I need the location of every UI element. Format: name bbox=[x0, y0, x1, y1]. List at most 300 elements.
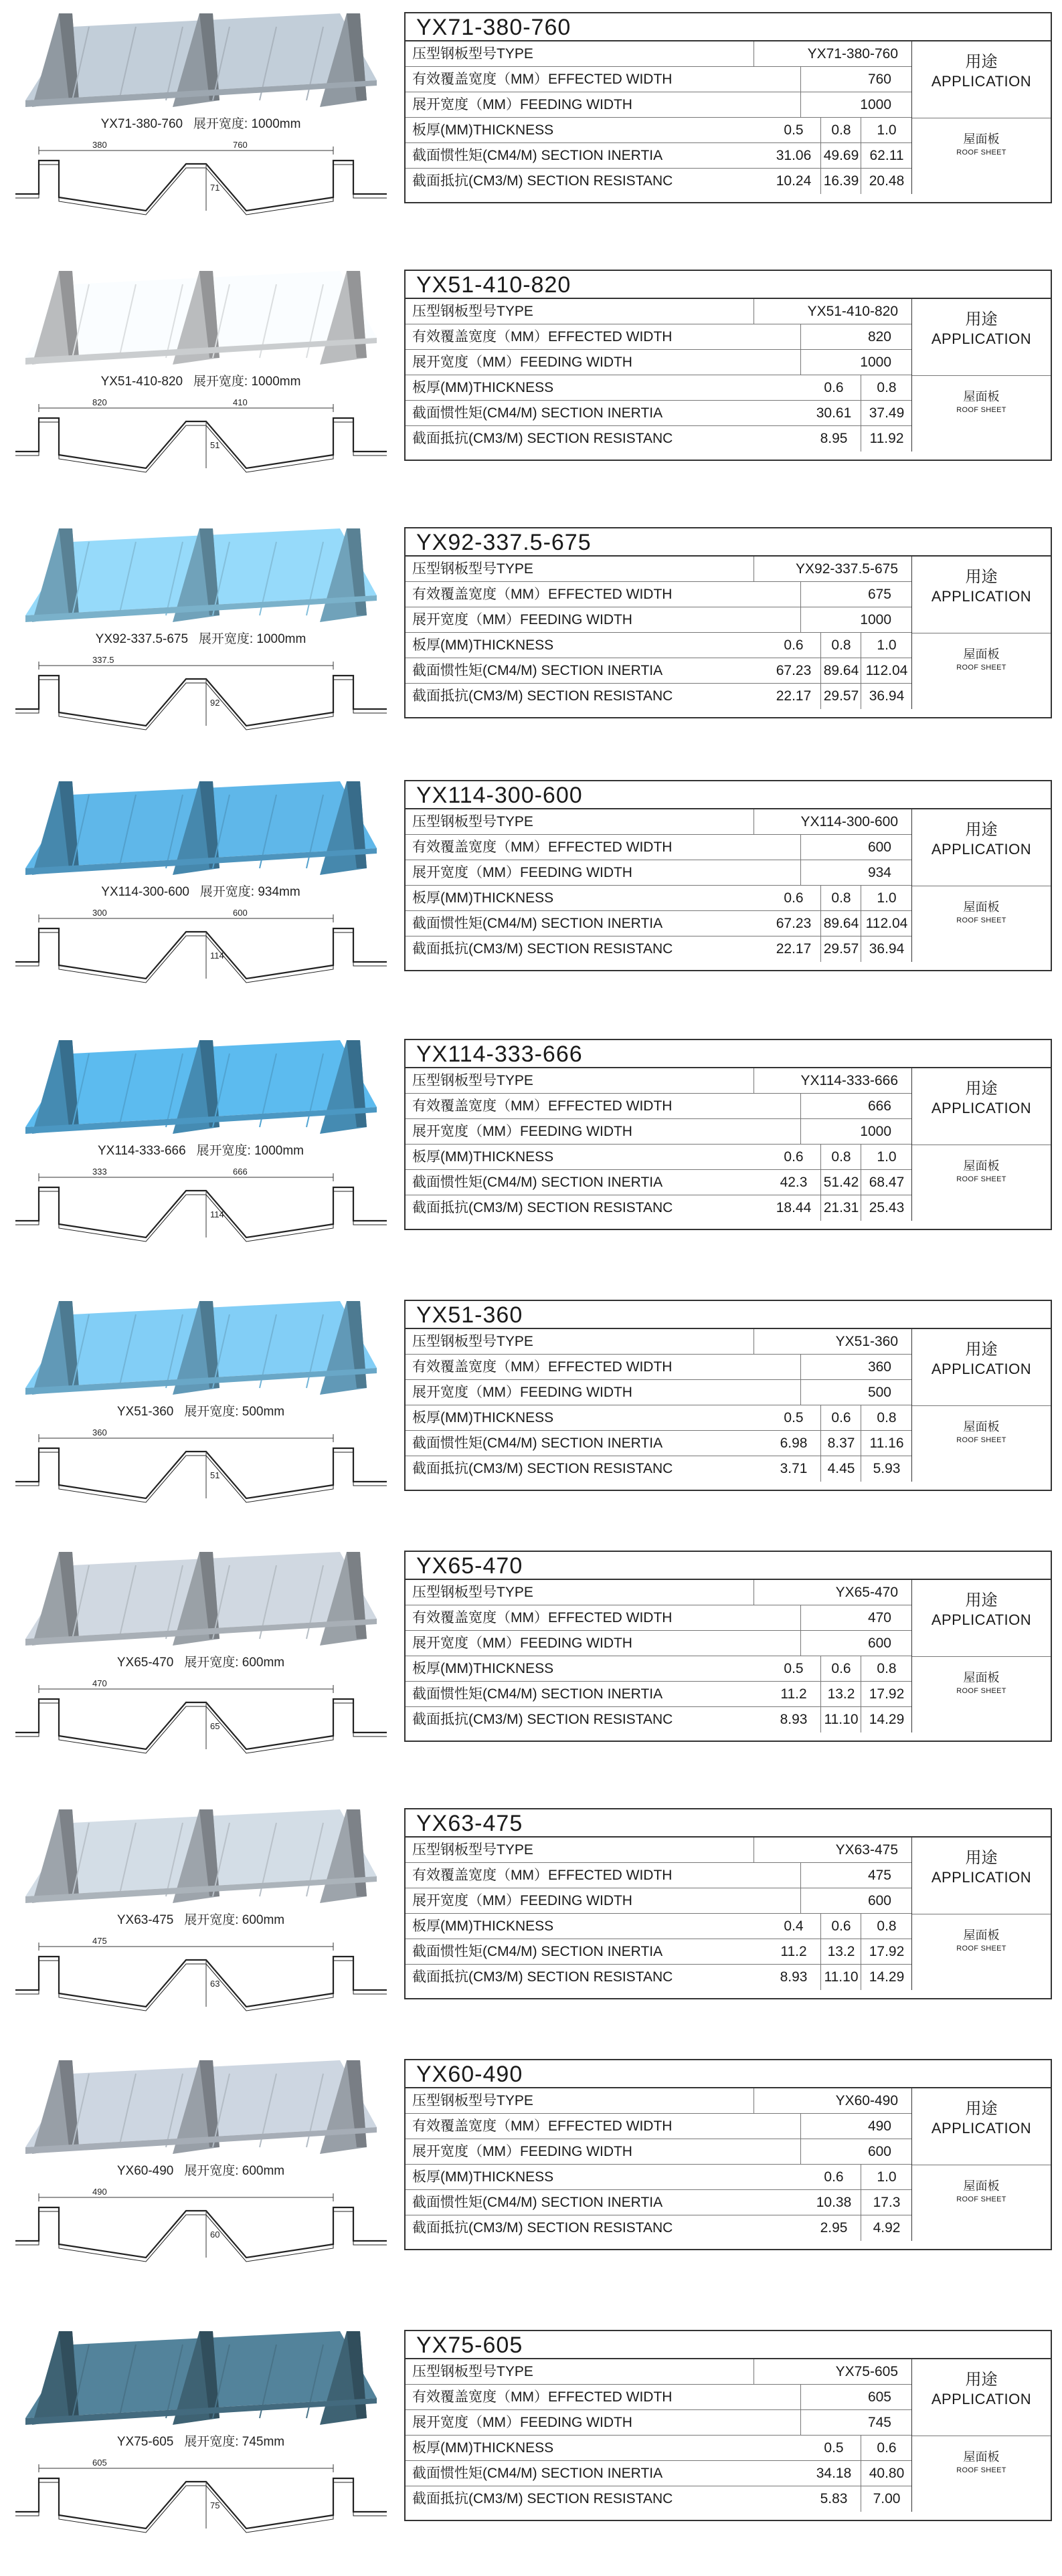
spec-label: 板厚(MM)THICKNESS bbox=[412, 1410, 554, 1425]
spec-label: 板厚(MM)THICKNESS bbox=[412, 2169, 554, 2185]
product-visual bbox=[0, 2318, 402, 2559]
application-header bbox=[912, 1591, 1051, 1629]
spec-cell: 25.43 bbox=[861, 1195, 912, 1221]
application-value bbox=[912, 1419, 1051, 1446]
spec-value: 1000 bbox=[860, 355, 891, 370]
spec-label: 展开宽度（MM）FEEDING WIDTH bbox=[412, 2415, 632, 2430]
spec-row bbox=[406, 582, 911, 607]
spec-cell: 0.8 bbox=[820, 633, 861, 658]
spec-cell: 5.83 bbox=[820, 2491, 848, 2506]
profile-line-inner bbox=[15, 2211, 387, 2262]
use-label-zh: 屋面板 bbox=[963, 1159, 1000, 1173]
spec-row bbox=[406, 1170, 911, 1195]
cell-divider bbox=[800, 2410, 801, 2436]
spec-cell: 67.23 bbox=[776, 916, 812, 931]
spec-row bbox=[406, 1939, 911, 1965]
product-caption: YX114-333-666 展开宽度: 1000mm bbox=[97, 1144, 304, 1158]
spec-label: 截面抵抗(CM3/M) SECTION RESISTANC bbox=[412, 1969, 673, 1985]
spec-table bbox=[404, 527, 1052, 718]
spec-cell: 7.00 bbox=[861, 2486, 912, 2512]
spec-value: 600 bbox=[867, 1893, 891, 1908]
spec-label: 展开宽度（MM）FEEDING WIDTH bbox=[412, 1893, 632, 1908]
spec-label: 截面惯性矩(CM4/M) SECTION INERTIA bbox=[412, 2195, 663, 2210]
spec-cell: 11.2 bbox=[780, 1686, 807, 1702]
spec-cell: 3.71 bbox=[780, 1461, 808, 1476]
spec-row bbox=[406, 2486, 911, 2512]
spec-row bbox=[406, 1456, 911, 1482]
model-title: YX51-410-820 bbox=[406, 271, 1051, 299]
spec-label: 有效覆盖宽度（MM）EFFECTED WIDTH bbox=[412, 1359, 673, 1375]
spec-cell: 31.06 bbox=[776, 148, 812, 163]
dimension-label: 490 bbox=[92, 2187, 107, 2197]
application-label-en: APPLICATION bbox=[931, 841, 1032, 858]
spec-cell: 11.10 bbox=[820, 1965, 861, 1990]
spec-cell: 0.8 bbox=[820, 1145, 861, 1170]
product-visual bbox=[0, 1288, 402, 1528]
spec-label: 压型钢板型号TYPE bbox=[412, 304, 533, 319]
spec-label: 有效覆盖宽度（MM）EFFECTED WIDTH bbox=[412, 2118, 673, 2134]
spec-row bbox=[406, 1094, 911, 1119]
spec-value: YX60-490 bbox=[835, 2093, 898, 2108]
spec-value: YX63-475 bbox=[835, 1842, 898, 1858]
product-caption: YX92-337.5-675 展开宽度: 1000mm bbox=[95, 632, 306, 646]
spec-label: 展开宽度（MM）FEEDING WIDTH bbox=[412, 97, 632, 112]
profile-drawing bbox=[12, 652, 390, 753]
sheet-illustration bbox=[12, 515, 390, 639]
spec-row bbox=[406, 1631, 911, 1656]
spec-cell: 22.17 bbox=[776, 941, 812, 957]
use-label-en: ROOF SHEET bbox=[956, 1436, 1006, 1444]
cell-divider bbox=[800, 860, 801, 886]
spec-cell: 22.17 bbox=[776, 688, 812, 704]
product-section bbox=[0, 2047, 1062, 2288]
spec-row bbox=[406, 1838, 911, 1863]
product-visual bbox=[0, 1539, 402, 1779]
use-label-en: ROOF SHEET bbox=[956, 664, 1006, 672]
spec-label: 展开宽度（MM）FEEDING WIDTH bbox=[412, 1124, 632, 1139]
product-caption: YX51-360 展开宽度: 500mm bbox=[116, 1405, 285, 1419]
dimension-label: 92 bbox=[210, 698, 220, 708]
spec-row bbox=[406, 2410, 911, 2436]
application-header bbox=[912, 1079, 1051, 1118]
product-visual bbox=[0, 768, 402, 1009]
spec-row bbox=[406, 2359, 911, 2385]
spec-label: 有效覆盖宽度（MM）EFFECTED WIDTH bbox=[412, 839, 673, 855]
profile-drawing bbox=[12, 905, 390, 1005]
spec-cell: 62.11 bbox=[861, 143, 912, 169]
use-label-zh: 屋面板 bbox=[963, 1671, 1000, 1684]
spec-cell: 17.3 bbox=[861, 2190, 912, 2215]
use-label-zh: 屋面板 bbox=[963, 900, 1000, 914]
use-label-zh: 屋面板 bbox=[963, 1928, 1000, 1942]
profile-line-inner bbox=[15, 1703, 387, 1753]
model-title: YX63-475 bbox=[406, 1809, 1051, 1838]
application-header bbox=[912, 820, 1051, 859]
spec-cell: 16.39 bbox=[820, 169, 861, 194]
spec-value: YX71-380-760 bbox=[807, 46, 898, 62]
spec-cell: 0.8 bbox=[861, 1914, 912, 1939]
spec-row bbox=[406, 2385, 911, 2410]
application-label-zh: 用途 bbox=[965, 1080, 998, 1098]
spec-cell: 112.04 bbox=[861, 911, 912, 936]
spec-cell: 1.0 bbox=[861, 886, 912, 911]
sheet-illustration bbox=[12, 768, 390, 892]
spec-value: 500 bbox=[867, 1385, 891, 1400]
dimension-label: 605 bbox=[92, 2458, 107, 2468]
spec-value: YX92-337.5-675 bbox=[796, 561, 898, 577]
spec-label: 截面惯性矩(CM4/M) SECTION INERTIA bbox=[412, 1435, 663, 1451]
spec-row bbox=[406, 1682, 911, 1707]
cell-divider bbox=[800, 324, 801, 350]
spec-label: 有效覆盖宽度（MM）EFFECTED WIDTH bbox=[412, 1098, 673, 1114]
spec-value: 1000 bbox=[860, 1124, 891, 1139]
spec-value: 675 bbox=[867, 587, 891, 602]
application-label-zh: 用途 bbox=[965, 1849, 998, 1867]
spec-value: YX114-333-666 bbox=[800, 1073, 898, 1088]
spec-value: 360 bbox=[867, 1359, 891, 1375]
use-label-zh: 屋面板 bbox=[963, 390, 1000, 403]
dimension-label: 71 bbox=[210, 183, 220, 193]
spec-row bbox=[406, 1405, 911, 1431]
spec-cell: 0.6 bbox=[784, 1149, 804, 1165]
spec-label: 压型钢板型号TYPE bbox=[412, 2364, 533, 2379]
application-label-zh: 用途 bbox=[965, 568, 998, 586]
spec-label: 截面抵抗(CM3/M) SECTION RESISTANC bbox=[412, 2491, 673, 2506]
spec-cell: 5.93 bbox=[861, 1456, 912, 1482]
model-title: YX65-470 bbox=[406, 1552, 1051, 1580]
dimension-label: 114 bbox=[210, 951, 224, 961]
spec-label: 截面惯性矩(CM4/M) SECTION INERTIA bbox=[412, 405, 663, 421]
dimension-label: 666 bbox=[233, 1167, 248, 1177]
spec-label: 压型钢板型号TYPE bbox=[412, 2093, 533, 2108]
spec-row bbox=[406, 92, 911, 118]
spec-cell: 30.61 bbox=[816, 405, 852, 421]
spec-label: 有效覆盖宽度（MM）EFFECTED WIDTH bbox=[412, 587, 673, 602]
cell-divider bbox=[800, 1888, 801, 1914]
spec-label: 压型钢板型号TYPE bbox=[412, 1842, 533, 1858]
use-label-en: ROOF SHEET bbox=[956, 916, 1006, 924]
profile-drawing bbox=[12, 1676, 390, 1776]
spec-cell: 0.5 bbox=[784, 1661, 804, 1676]
spec-cell: 6.98 bbox=[780, 1435, 808, 1451]
dimension-label: 63 bbox=[210, 1979, 220, 1989]
product-section bbox=[0, 1288, 1062, 1528]
spec-row bbox=[406, 401, 911, 426]
spec-cell: 1.0 bbox=[861, 118, 912, 143]
profile-line-inner bbox=[15, 2482, 387, 2533]
spec-row bbox=[406, 67, 911, 92]
application-divider bbox=[912, 1405, 1051, 1406]
application-divider bbox=[912, 375, 1051, 376]
spec-label: 有效覆盖宽度（MM）EFFECTED WIDTH bbox=[412, 72, 673, 87]
spec-value: 470 bbox=[867, 1610, 891, 1625]
spec-table bbox=[404, 780, 1052, 971]
spec-label: 板厚(MM)THICKNESS bbox=[412, 380, 554, 395]
spec-label: 截面抵抗(CM3/M) SECTION RESISTANC bbox=[412, 2220, 673, 2236]
use-label-zh: 屋面板 bbox=[963, 2450, 1000, 2464]
product-section bbox=[0, 768, 1062, 1009]
application-label-zh: 用途 bbox=[965, 2100, 998, 2118]
spec-cell: 0.5 bbox=[824, 2440, 844, 2456]
spec-value: 934 bbox=[867, 865, 891, 880]
application-value bbox=[912, 899, 1051, 926]
dimension-label: 65 bbox=[210, 1721, 220, 1731]
spec-row bbox=[406, 1068, 911, 1094]
application-header bbox=[912, 52, 1051, 91]
sheet-illustration bbox=[12, 258, 390, 381]
spec-value: 745 bbox=[867, 2415, 891, 2430]
spec-label: 压型钢板型号TYPE bbox=[412, 1585, 533, 1600]
dimension-label: 337.5 bbox=[92, 655, 114, 665]
product-caption: YX60-490 展开宽度: 600mm bbox=[116, 2164, 285, 2178]
application-value bbox=[912, 389, 1051, 415]
spec-row bbox=[406, 1145, 911, 1170]
spec-row bbox=[406, 2139, 911, 2165]
spec-cell: 8.95 bbox=[820, 431, 848, 446]
cell-divider bbox=[800, 1605, 801, 1631]
spec-table bbox=[404, 2330, 1052, 2521]
cell-divider bbox=[800, 1094, 801, 1119]
spec-cell: 0.8 bbox=[820, 118, 861, 143]
spec-cell: 0.6 bbox=[784, 890, 804, 906]
profile-drawing bbox=[12, 1933, 390, 2034]
spec-value: 1000 bbox=[860, 612, 891, 627]
spec-label: 展开宽度（MM）FEEDING WIDTH bbox=[412, 2144, 632, 2159]
product-section bbox=[0, 0, 1062, 241]
product-caption: YX114-300-600 展开宽度: 934mm bbox=[101, 885, 300, 899]
spec-cell: 0.4 bbox=[784, 1918, 804, 1934]
spec-row bbox=[406, 809, 911, 835]
spec-row bbox=[406, 299, 911, 324]
dimension-label: 410 bbox=[233, 397, 248, 407]
cell-divider bbox=[800, 2114, 801, 2139]
application-label-en: APPLICATION bbox=[931, 2391, 1032, 2407]
spec-table bbox=[404, 1551, 1052, 1742]
spec-row bbox=[406, 2190, 911, 2215]
spec-row bbox=[406, 1329, 911, 1355]
spec-cell: 11.92 bbox=[861, 426, 912, 452]
spec-cell: 89.64 bbox=[820, 658, 861, 684]
profile-drawing bbox=[12, 2455, 390, 2555]
spec-value: YX51-410-820 bbox=[807, 304, 898, 319]
spec-cell: 11.10 bbox=[820, 1707, 861, 1732]
spec-row bbox=[406, 2165, 911, 2190]
profile-line-inner bbox=[15, 680, 387, 730]
use-label-en: ROOF SHEET bbox=[956, 1687, 1006, 1695]
dimension-label: 333 bbox=[92, 1167, 107, 1177]
spec-row bbox=[406, 658, 911, 684]
spec-label: 压型钢板型号TYPE bbox=[412, 1073, 533, 1088]
spec-label: 展开宽度（MM）FEEDING WIDTH bbox=[412, 1385, 632, 1400]
dimension-label: 51 bbox=[210, 440, 220, 450]
spec-row bbox=[406, 684, 911, 709]
product-section bbox=[0, 1027, 1062, 1268]
spec-value: YX114-300-600 bbox=[800, 814, 898, 829]
model-title: YX114-333-666 bbox=[406, 1040, 1051, 1068]
cell-divider bbox=[800, 2385, 801, 2410]
spec-row bbox=[406, 1914, 911, 1939]
cell-divider bbox=[800, 1863, 801, 1888]
application-header bbox=[912, 310, 1051, 349]
spec-label: 板厚(MM)THICKNESS bbox=[412, 1918, 554, 1934]
dimension-label: 820 bbox=[92, 397, 107, 407]
spec-label: 截面抵抗(CM3/M) SECTION RESISTANC bbox=[412, 1712, 673, 1727]
spec-cell: 1.0 bbox=[861, 1145, 912, 1170]
cell-divider bbox=[800, 1631, 801, 1656]
spec-value: YX75-605 bbox=[835, 2364, 898, 2379]
spec-row bbox=[406, 1965, 911, 1990]
spec-label: 截面抵抗(CM3/M) SECTION RESISTANC bbox=[412, 1461, 673, 1476]
application-label-en: APPLICATION bbox=[931, 1361, 1032, 1377]
spec-label: 压型钢板型号TYPE bbox=[412, 46, 533, 62]
cell-divider bbox=[800, 582, 801, 607]
spec-label: 板厚(MM)THICKNESS bbox=[412, 122, 554, 138]
spec-cell: 18.44 bbox=[776, 1200, 812, 1215]
application-value bbox=[912, 2178, 1051, 2205]
profile-line-inner bbox=[15, 165, 387, 215]
spec-table bbox=[404, 1808, 1052, 1999]
application-divider bbox=[912, 1656, 1051, 1657]
spec-label: 截面抵抗(CM3/M) SECTION RESISTANC bbox=[412, 173, 673, 189]
product-caption: YX51-410-820 展开宽度: 1000mm bbox=[100, 375, 301, 389]
spec-cell: 67.23 bbox=[776, 663, 812, 678]
spec-row bbox=[406, 1431, 911, 1456]
spec-row bbox=[406, 911, 911, 936]
spec-cell: 34.18 bbox=[816, 2466, 852, 2481]
spec-row bbox=[406, 1888, 911, 1914]
spec-label: 截面惯性矩(CM4/M) SECTION INERTIA bbox=[412, 663, 663, 678]
application-label-en: APPLICATION bbox=[931, 73, 1032, 90]
spec-value: 1000 bbox=[860, 97, 891, 112]
application-label-en: APPLICATION bbox=[931, 1611, 1032, 1628]
spec-row bbox=[406, 1119, 911, 1145]
model-title: YX60-490 bbox=[406, 2060, 1051, 2088]
spec-row bbox=[406, 426, 911, 452]
spec-cell: 36.94 bbox=[861, 684, 912, 709]
spec-row bbox=[406, 2088, 911, 2114]
sheet-illustration bbox=[12, 1796, 390, 1920]
spec-label: 截面惯性矩(CM4/M) SECTION INERTIA bbox=[412, 148, 663, 163]
spec-label: 截面惯性矩(CM4/M) SECTION INERTIA bbox=[412, 1175, 663, 1190]
spec-label: 截面惯性矩(CM4/M) SECTION INERTIA bbox=[412, 1944, 663, 1959]
dimension-label: 380 bbox=[92, 140, 107, 150]
spec-cell: 0.8 bbox=[820, 886, 861, 911]
model-title: YX92-337.5-675 bbox=[406, 528, 1051, 557]
spec-label: 有效覆盖宽度（MM）EFFECTED WIDTH bbox=[412, 2389, 673, 2405]
dimension-label: 75 bbox=[210, 2500, 220, 2510]
spec-cell: 10.38 bbox=[816, 2195, 852, 2210]
spec-label: 截面惯性矩(CM4/M) SECTION INERTIA bbox=[412, 2466, 663, 2481]
dimension-label: 760 bbox=[233, 140, 248, 150]
spec-cell: 51.42 bbox=[820, 1170, 861, 1195]
spec-row bbox=[406, 1580, 911, 1605]
cell-divider bbox=[800, 835, 801, 860]
profile-drawing bbox=[12, 1164, 390, 1264]
spec-cell: 1.0 bbox=[861, 633, 912, 658]
spec-cell: 0.6 bbox=[784, 637, 804, 653]
application-header bbox=[912, 1340, 1051, 1379]
spec-label: 展开宽度（MM）FEEDING WIDTH bbox=[412, 612, 632, 627]
spec-label: 板厚(MM)THICKNESS bbox=[412, 890, 554, 906]
spec-row bbox=[406, 143, 911, 169]
spec-cell: 8.93 bbox=[780, 1969, 808, 1985]
application-label-en: APPLICATION bbox=[931, 588, 1032, 605]
spec-cell: 13.2 bbox=[820, 1939, 861, 1965]
spec-label: 截面惯性矩(CM4/M) SECTION INERTIA bbox=[412, 1686, 663, 1702]
spec-cell: 0.6 bbox=[824, 2169, 844, 2185]
spec-row bbox=[406, 633, 911, 658]
application-value bbox=[912, 2449, 1051, 2476]
product-section bbox=[0, 515, 1062, 756]
spec-cell: 8.93 bbox=[780, 1712, 808, 1727]
spec-label: 板厚(MM)THICKNESS bbox=[412, 1149, 554, 1165]
spec-value: 820 bbox=[867, 329, 891, 344]
spec-label: 截面抵抗(CM3/M) SECTION RESISTANC bbox=[412, 941, 673, 957]
spec-value: 600 bbox=[867, 2144, 891, 2159]
spec-row bbox=[406, 1863, 911, 1888]
model-title: YX114-300-600 bbox=[406, 781, 1051, 809]
spec-label: 截面抵抗(CM3/M) SECTION RESISTANC bbox=[412, 1200, 673, 1215]
dimension-label: 114 bbox=[210, 1209, 224, 1219]
product-section bbox=[0, 1539, 1062, 1779]
application-label-zh: 用途 bbox=[965, 821, 998, 839]
application-label-en: APPLICATION bbox=[931, 1100, 1032, 1116]
spec-row bbox=[406, 607, 911, 633]
spec-cell: 0.6 bbox=[820, 1656, 861, 1682]
spec-row bbox=[406, 936, 911, 962]
model-title: YX51-360 bbox=[406, 1301, 1051, 1329]
cell-divider bbox=[800, 92, 801, 118]
spec-cell: 0.6 bbox=[820, 1405, 861, 1431]
spec-cell: 0.6 bbox=[820, 1914, 861, 1939]
spec-row bbox=[406, 2215, 911, 2241]
spec-label: 有效覆盖宽度（MM）EFFECTED WIDTH bbox=[412, 1868, 673, 1883]
product-caption: YX75-605 展开宽度: 745mm bbox=[116, 2435, 285, 2449]
spec-cell: 29.57 bbox=[820, 936, 861, 962]
dimension-label: 470 bbox=[92, 1678, 107, 1688]
use-label-en: ROOF SHEET bbox=[956, 2195, 1006, 2203]
cell-divider bbox=[800, 1380, 801, 1405]
spec-cell: 0.8 bbox=[861, 375, 912, 401]
product-visual bbox=[0, 258, 402, 498]
spec-row bbox=[406, 1195, 911, 1221]
spec-cell: 36.94 bbox=[861, 936, 912, 962]
use-label-en: ROOF SHEET bbox=[956, 148, 1006, 157]
spec-row bbox=[406, 886, 911, 911]
spec-cell: 1.0 bbox=[861, 2165, 912, 2190]
application-label-zh: 用途 bbox=[965, 53, 998, 71]
spec-cell: 0.6 bbox=[824, 380, 844, 395]
spec-cell: 2.95 bbox=[820, 2220, 848, 2236]
spec-value: 666 bbox=[867, 1098, 891, 1114]
cell-divider bbox=[800, 1119, 801, 1145]
profile-line-inner bbox=[15, 1452, 387, 1502]
product-visual bbox=[0, 1027, 402, 1268]
spec-label: 截面惯性矩(CM4/M) SECTION INERTIA bbox=[412, 916, 663, 931]
spec-table bbox=[404, 12, 1052, 203]
application-label-zh: 用途 bbox=[965, 1341, 998, 1359]
product-visual bbox=[0, 515, 402, 756]
use-label-en: ROOF SHEET bbox=[956, 406, 1006, 414]
application-label-en: APPLICATION bbox=[931, 2120, 1032, 2137]
spec-value: 490 bbox=[867, 2118, 891, 2134]
application-label-en: APPLICATION bbox=[931, 330, 1032, 347]
spec-label: 板厚(MM)THICKNESS bbox=[412, 637, 554, 653]
sheet-illustration bbox=[12, 2047, 390, 2171]
spec-cell: 4.92 bbox=[861, 2215, 912, 2241]
application-value bbox=[912, 1158, 1051, 1185]
spec-table bbox=[404, 2059, 1052, 2250]
